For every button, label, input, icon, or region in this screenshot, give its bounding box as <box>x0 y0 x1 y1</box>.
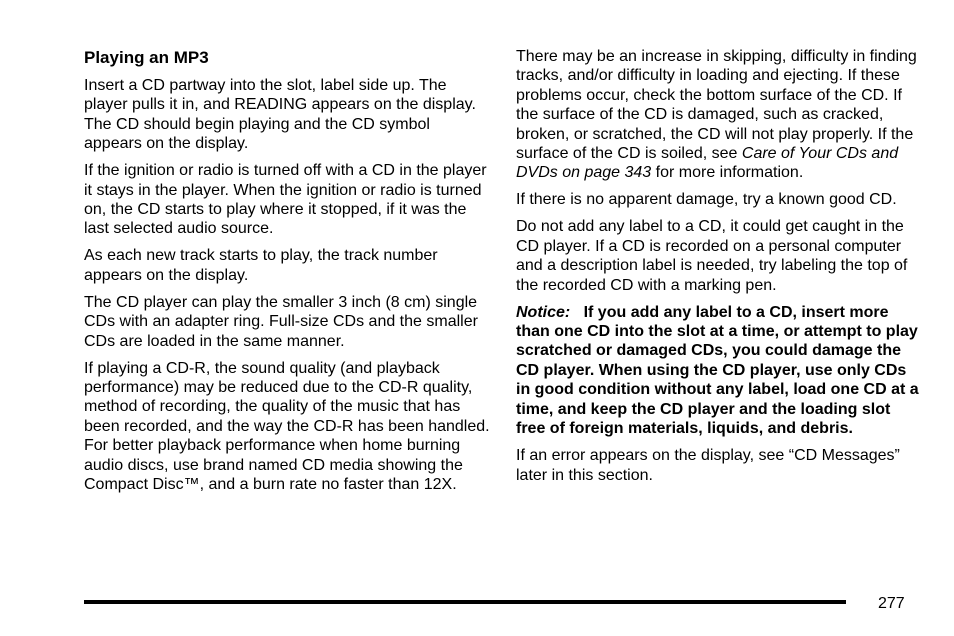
paragraph-labels: Do not add any label to a CD, it could get caught in the CD player. If a CD is recorded on a personal computer and a description label is needed, try labeling the top of the recorded CD with a marking pen. <box>516 218 908 294</box>
skipping-text: There may be an increase in skipping, difficulty in finding tracks, and/or difficulty in loading and ejecting. If these problems occur, check the bottom surface of the CD. If the surface of the CD is damaged, such as cracked, broken, or scratched, the CD will not play properly. If the surface of the CD is soiled, see <box>516 48 917 163</box>
notice-block <box>516 303 924 439</box>
notice-label: Notice: <box>516 303 571 321</box>
page-number: 277 <box>878 595 905 612</box>
notice-text: If you add any label to a CD, insert more than one CD into the slot at a time, or attempt to play scratched or damaged CDs, you could damage the CD player. When using the CD player, use only CDs in good condition without any label, load one CD at a time, and keep the CD player and the loading slot free of foreign materials, liquids, and debris. <box>516 303 919 438</box>
paragraph-skipping <box>516 47 924 183</box>
skipping-tail: for more information. <box>651 164 804 182</box>
paragraph-ignition: If the ignition or radio is turned off with a CD in the player it stays in the player. When the ignition or radio is turned on, the CD starts to play where it stopped, if it was the last selected audio source. <box>84 162 487 238</box>
paragraph-known-good-cd: If there is no apparent damage, try a known good CD. <box>516 191 897 209</box>
footer-rule <box>84 600 846 604</box>
paragraph-error: If an error appears on the display, see “CD Messages” later in this section. <box>516 447 900 484</box>
paragraph-small-cds: The CD player can play the smaller 3 inch (8 cm) single CDs with an adapter ring. Full-size CDs and the smaller CDs are loaded in the same manner. <box>84 293 478 350</box>
paragraph-cd-r: If playing a CD-R, the sound quality (and playback performance) may be reduced due to the CD-R quality, method of recording, the quality of the music that has been recorded, and the way the CD-R has been handled. For better playback performance when home burning audio discs, use brand named CD media showing the Compact Disc™, and a burn rate no faster than 12X. <box>84 359 490 494</box>
left-column <box>84 47 492 502</box>
paragraph-insert-cd: Insert a CD partway into the slot, label side up. The player pulls it in, and READING appears on the display. The CD should begin playing and the CD symbol appears on the display. <box>84 77 476 153</box>
paragraph-track-number: As each new track starts to play, the track number appears on the display. <box>84 247 438 284</box>
right-column <box>516 47 924 493</box>
section-heading: Playing an MP3 <box>84 48 209 67</box>
care-of-cds-reference[interactable]: Care of Your CDs and DVDs on page 343 <box>516 145 899 182</box>
